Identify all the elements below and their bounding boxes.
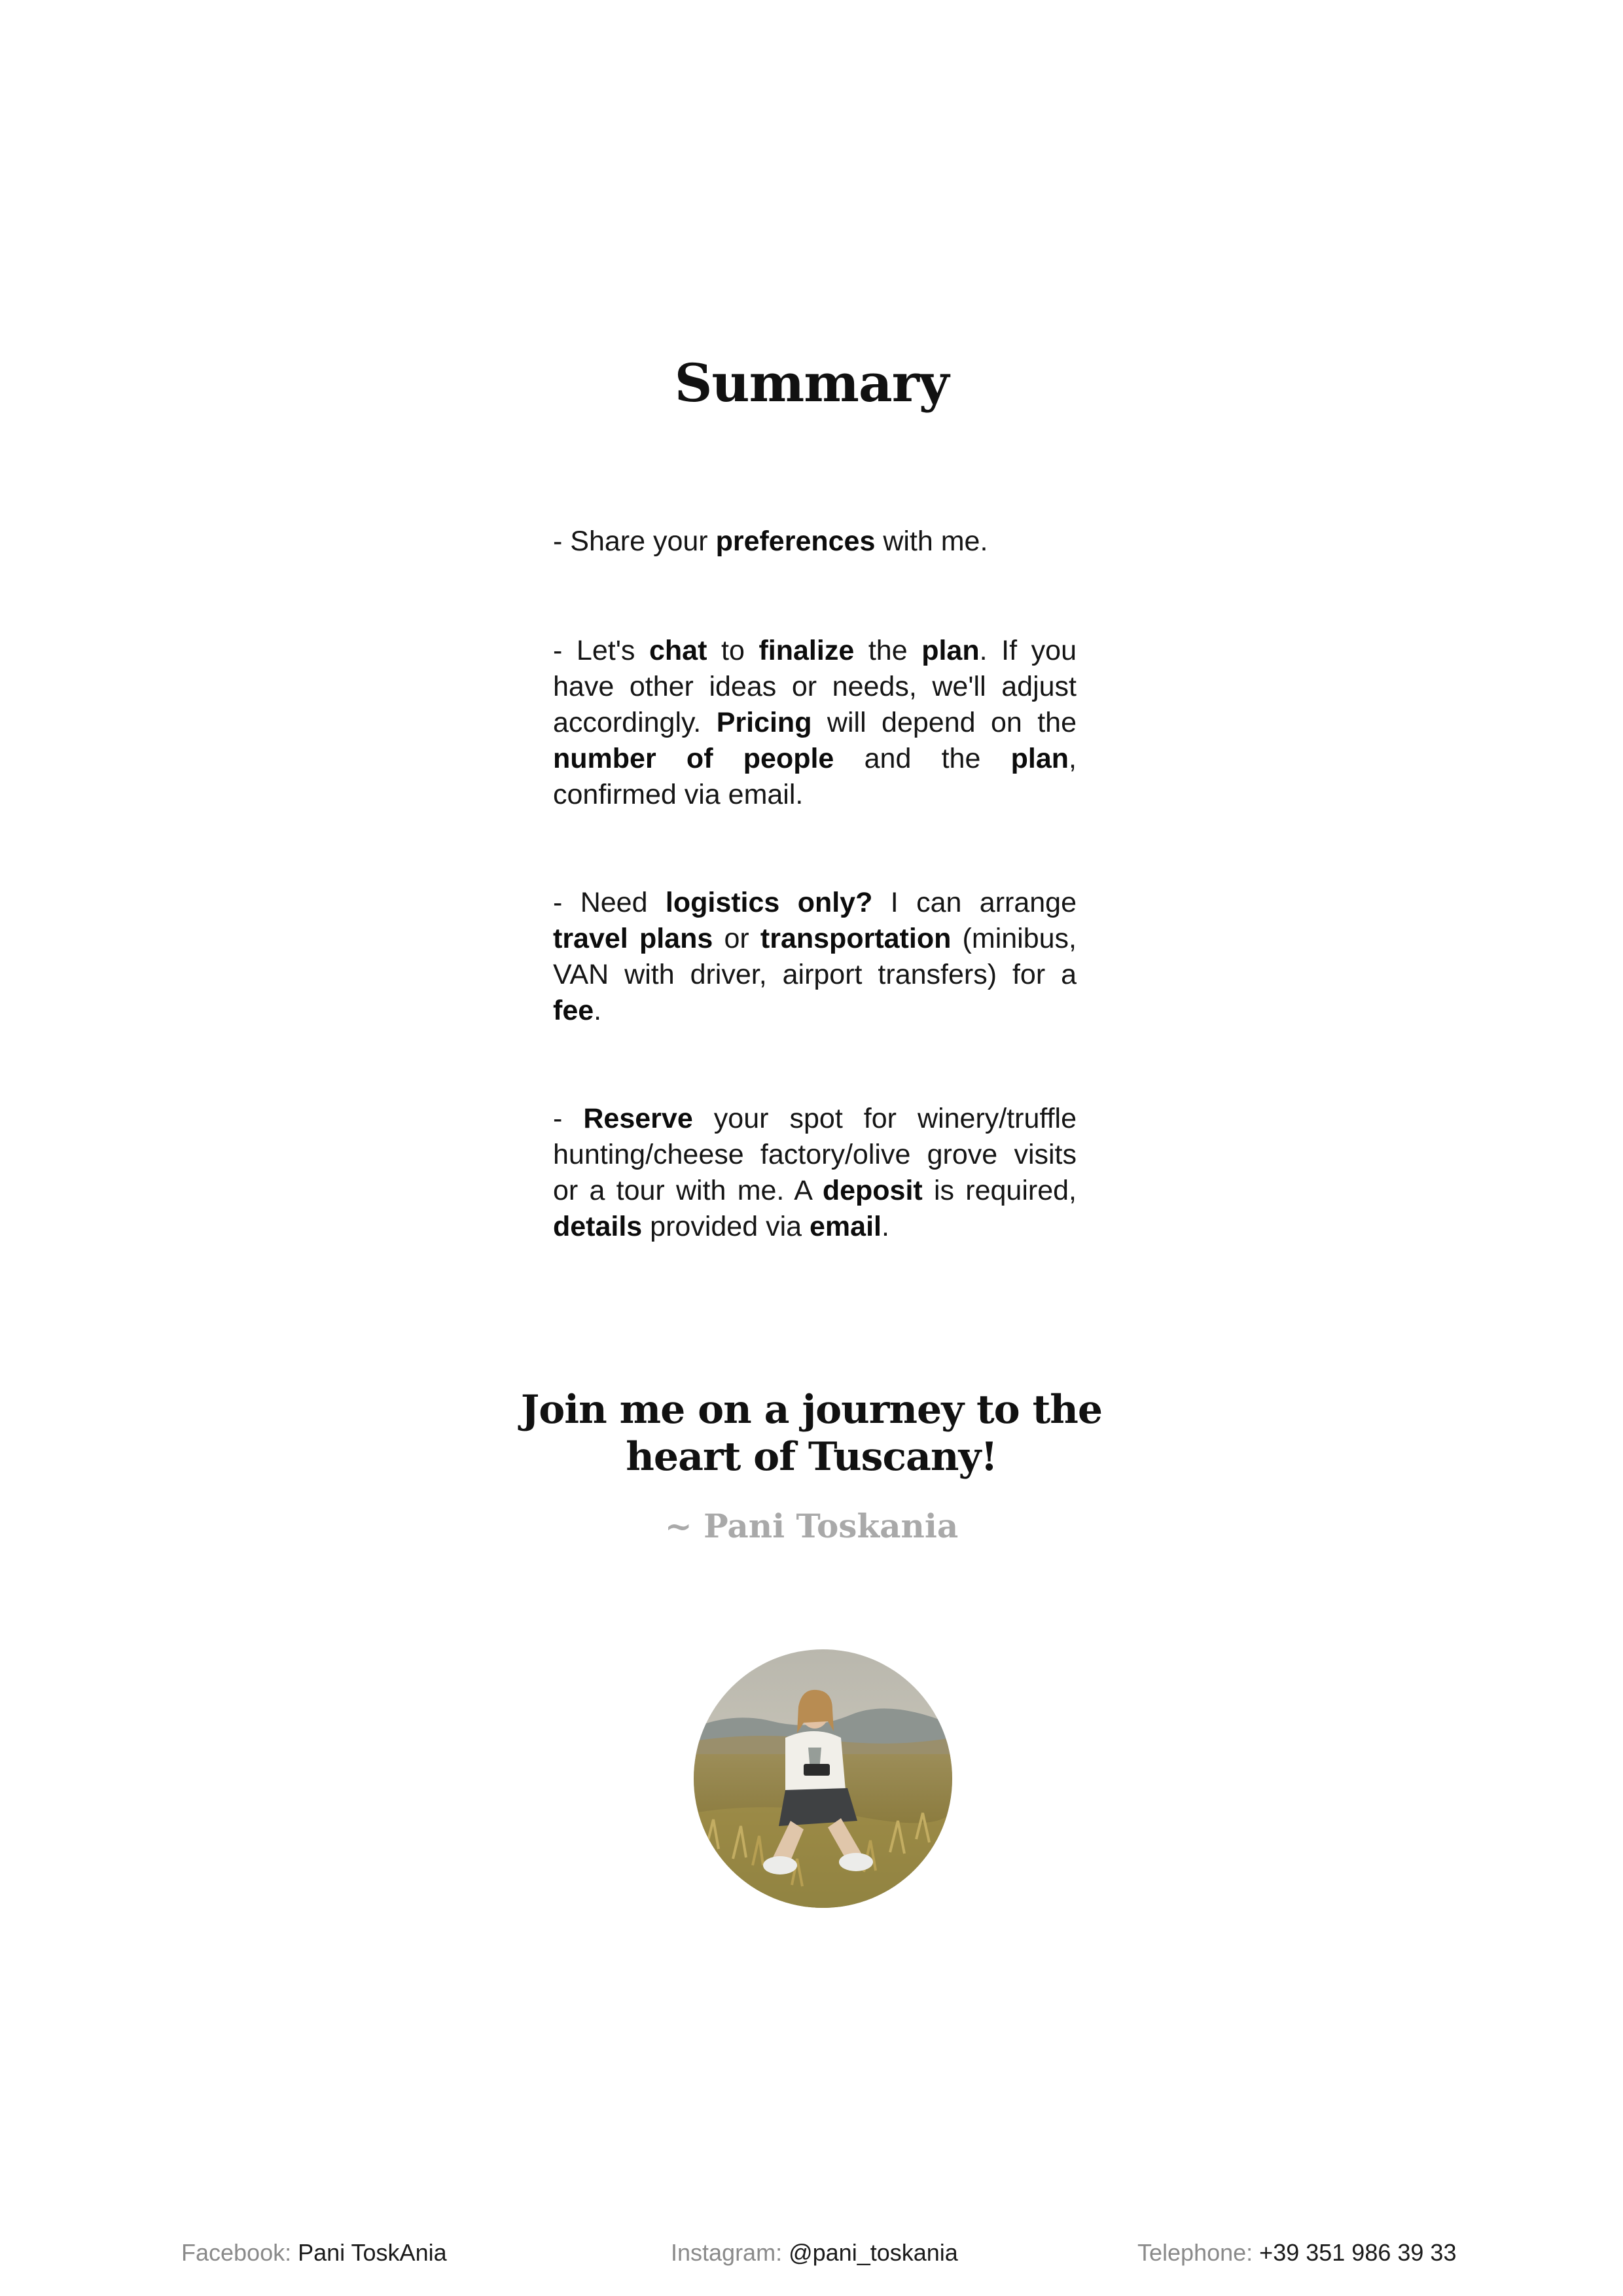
summary-list <box>553 524 1077 1317</box>
emphasis-text: email <box>810 1211 882 1242</box>
emphasis-text: Pricing <box>716 707 812 738</box>
emphasis-text: fee <box>553 995 594 1026</box>
summary-item: - Reserve your spot for winery/truffle hunting/cheese factory/olive grove visits or a tour with me. A deposit is required, details provided via email. <box>553 1103 1077 1242</box>
instagram-value[interactable]: @pani_toskania <box>789 2239 958 2266</box>
emphasis-text: plan <box>1010 743 1069 774</box>
emphasis-text: Reserve <box>583 1103 693 1134</box>
emphasis-text: deposit <box>822 1175 923 1206</box>
emphasis-text: travel plans <box>553 923 713 954</box>
instagram-label: Instagram: <box>671 2239 783 2266</box>
emphasis-text: chat <box>649 635 707 666</box>
signature: ~ Pani Toskania <box>664 1507 959 1545</box>
telephone-label: Telephone: <box>1137 2239 1253 2266</box>
closing-line-1: Join me on a journey to the <box>520 1387 1103 1433</box>
footer-facebook[interactable] <box>181 2238 447 2267</box>
closing-line-2: heart of Tuscany! <box>626 1434 997 1480</box>
footer-telephone[interactable] <box>1137 2238 1456 2267</box>
footer-instagram[interactable] <box>671 2238 958 2267</box>
emphasis-text: plan <box>921 635 980 666</box>
emphasis-text: finalize <box>758 635 855 666</box>
page-title: Summary <box>674 352 949 414</box>
summary-item: - Share your preferences with me. <box>553 526 988 557</box>
facebook-label: Facebook: <box>181 2239 292 2266</box>
emphasis-text: preferences <box>715 526 876 557</box>
summary-item: - Need logistics only? I can arrange travel plans or transportation (minibus, VAN with driver, airport transfers) for a fee. <box>553 887 1077 1026</box>
emphasis-text: logistics only? <box>665 887 873 918</box>
emphasis-text: transportation <box>760 923 952 954</box>
telephone-value[interactable]: +39 351 986 39 33 <box>1259 2239 1457 2266</box>
emphasis-text: details <box>553 1211 643 1242</box>
summary-item: - Let's chat to finalize the plan. If you have other ideas or needs, we'll adjust accordingly. Pricing will depend on the number of people and the plan, confirmed via email. <box>553 635 1077 810</box>
emphasis-text: number of people <box>553 743 834 774</box>
closing-heading <box>0 1386 1623 1480</box>
facebook-value[interactable]: Pani ToskAnia <box>298 2239 447 2266</box>
profile-photo <box>694 1649 952 1908</box>
